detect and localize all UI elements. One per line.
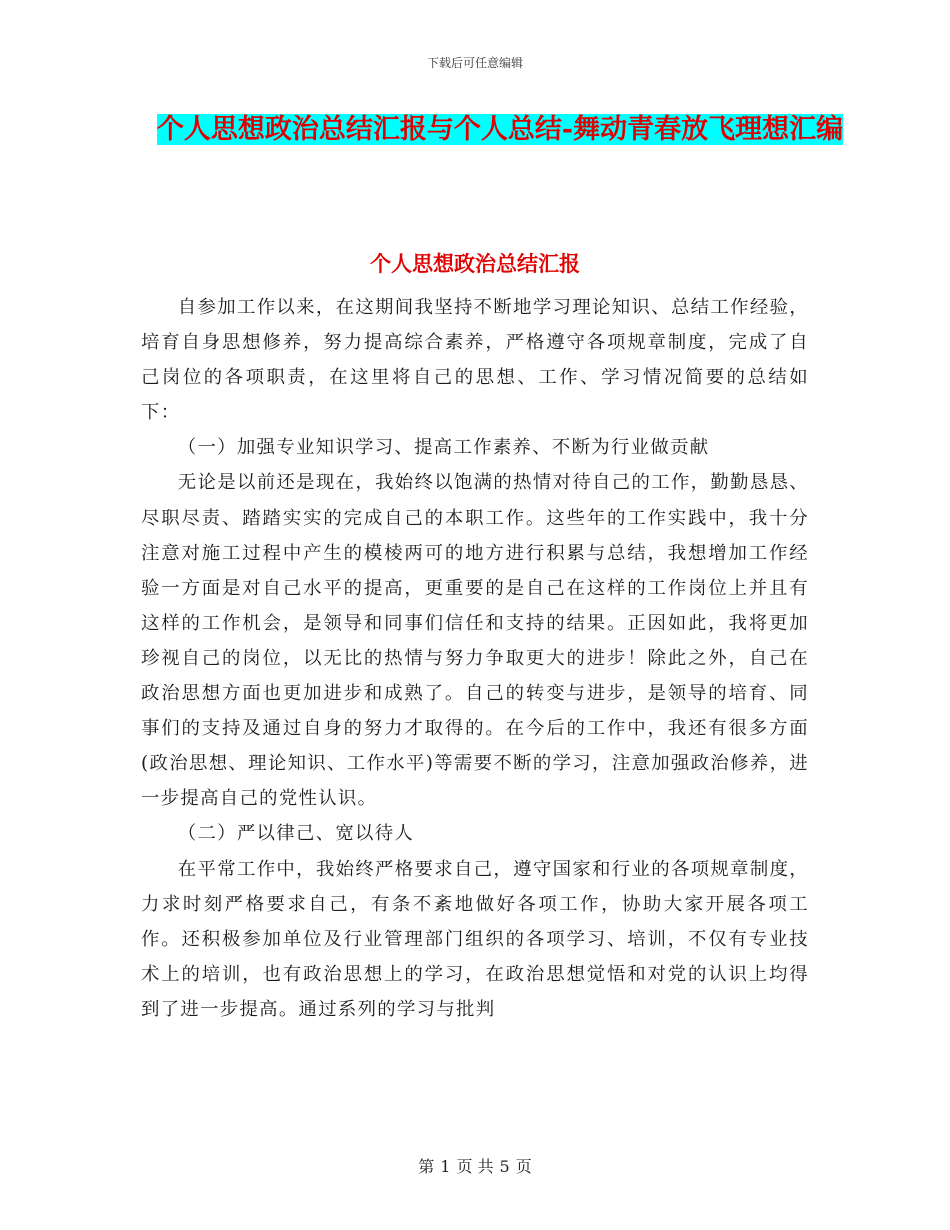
page-footer (0, 1154, 950, 1177)
header-note: 下载后可任意编辑 (426, 56, 523, 70)
paragraph: 在平常工作中，我始终严格要求自己，遵守国家和行业的各项规章制度，力求时刻严格要求自己，有条不紊地做好各项工作，协助大家开展各项工作。还积极参加单位及行业管理部门组织的各项学习、培训，不仅有专业技术上的培训，也有政治思想上的学习，在政治思想觉悟和对党的认识上均得到了进一步提高。通过系列的学习与批判 (141, 858, 809, 1020)
section-title: 个人思想政治总结汇报 (370, 251, 580, 276)
document-title (140, 108, 860, 152)
paragraph: （二）严以律己、宽以待人 (177, 823, 415, 845)
paragraph: 无论是以前还是现在，我始终以饱满的热情对待自己的工作，勤勤恳恳、尽职尽责、踏踏实实的完成自己的本职工作。这些年的工作实践中，我十分注意对施工过程中产生的模棱两可的地方进行积累与总结，我想增加工作经验一方面是对自己水平的提高，更重要的是自己在这样的工作岗位上并且有这样的工作机会，是领导和同事们信任和支持的结果。正因如此，我将更加珍视自己的岗位，以无比的热情与努力争取更大的进步！除此之外，自己在政治思想方面也更加进步和成熟了。自己的转变与进步，是领导的培育、同事们的支持及通过自身的努力才取得的。在今后的工作中，我还有很多方面(政治思想、理论知识、工作水平)等需要不断的学习，注意加强政治修养，进一步提高自己的党性认识。 (141, 472, 809, 810)
paragraph: （一）加强专业知识学习、提高工作素养、不断为行业做贡献 (177, 437, 710, 459)
page-total: 5 (499, 1157, 510, 1176)
paragraph: 自参加工作以来，在这期间我坚持不断地学习理论知识、总结工作经验，培育自身思想修养，努力提高综合素养，严格遵守各项规章制度，完成了自己岗位的各项职责，在这里将自己的思想、工作、学习情况简要的总结如下： (141, 297, 809, 424)
document-body (141, 290, 809, 1027)
footer-prefix: 第 (418, 1157, 435, 1176)
footer-suffix: 页 (515, 1157, 532, 1176)
footer-middle: 页 共 (456, 1157, 494, 1176)
page-number: 1 (440, 1157, 451, 1176)
document-title-text: 个人思想政治总结汇报与个人总结-舞动青春放飞理想汇编 (156, 114, 844, 145)
